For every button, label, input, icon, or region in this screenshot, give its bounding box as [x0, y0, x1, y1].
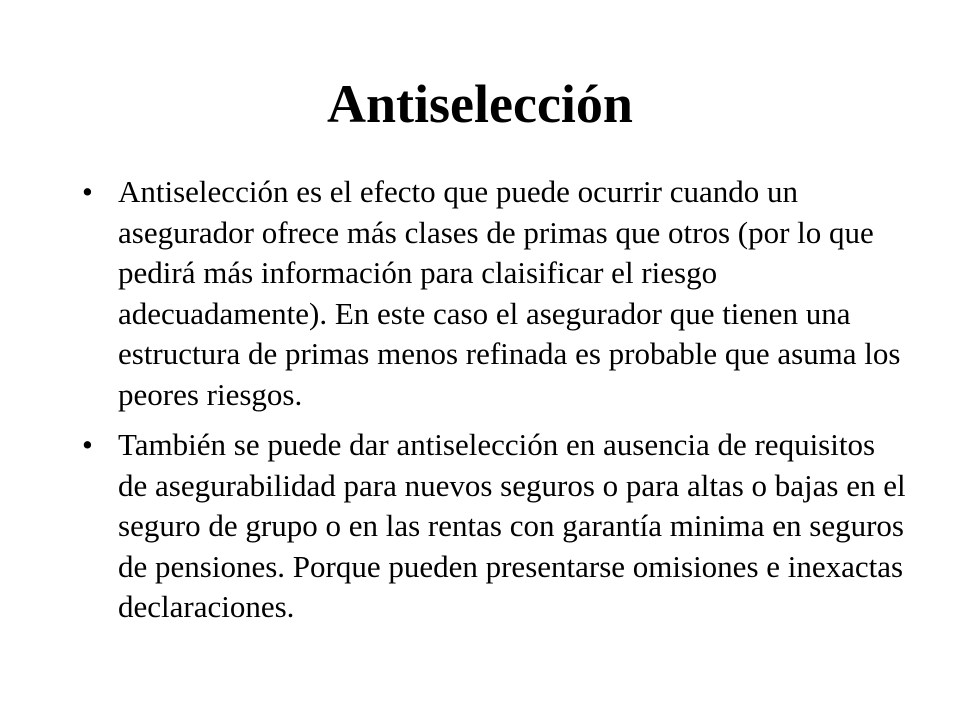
slide-title: Antiselección	[327, 74, 633, 134]
bullet-item-antiseleccion-causes	[72, 425, 912, 628]
bullet-point-icon: •	[82, 174, 93, 209]
bullet-item-antiseleccion-definition	[72, 172, 912, 415]
bullet-text: Antiselección es el efecto que puede ocurrir cuando un asegurador ofrece más clases de primas que otros (por lo que pedirá más información para claisificar el riesgo adecuadamente). En este caso el asegurador que tienen una estructura de primas menos refinada es probable que asuma los peores riesgos.	[118, 174, 901, 412]
bullet-text: También se puede dar antiselección en ausencia de requisitos de asegurabilidad para nuevos seguros o para altas o bajas en el seguro de grupo o en las rentas con garantía minima en seguros de pensiones. Porque pueden presentarse omisiones e inexactas declaraciones.	[118, 427, 906, 624]
bullet-list	[72, 172, 912, 638]
bullet-point-icon: •	[82, 427, 93, 462]
